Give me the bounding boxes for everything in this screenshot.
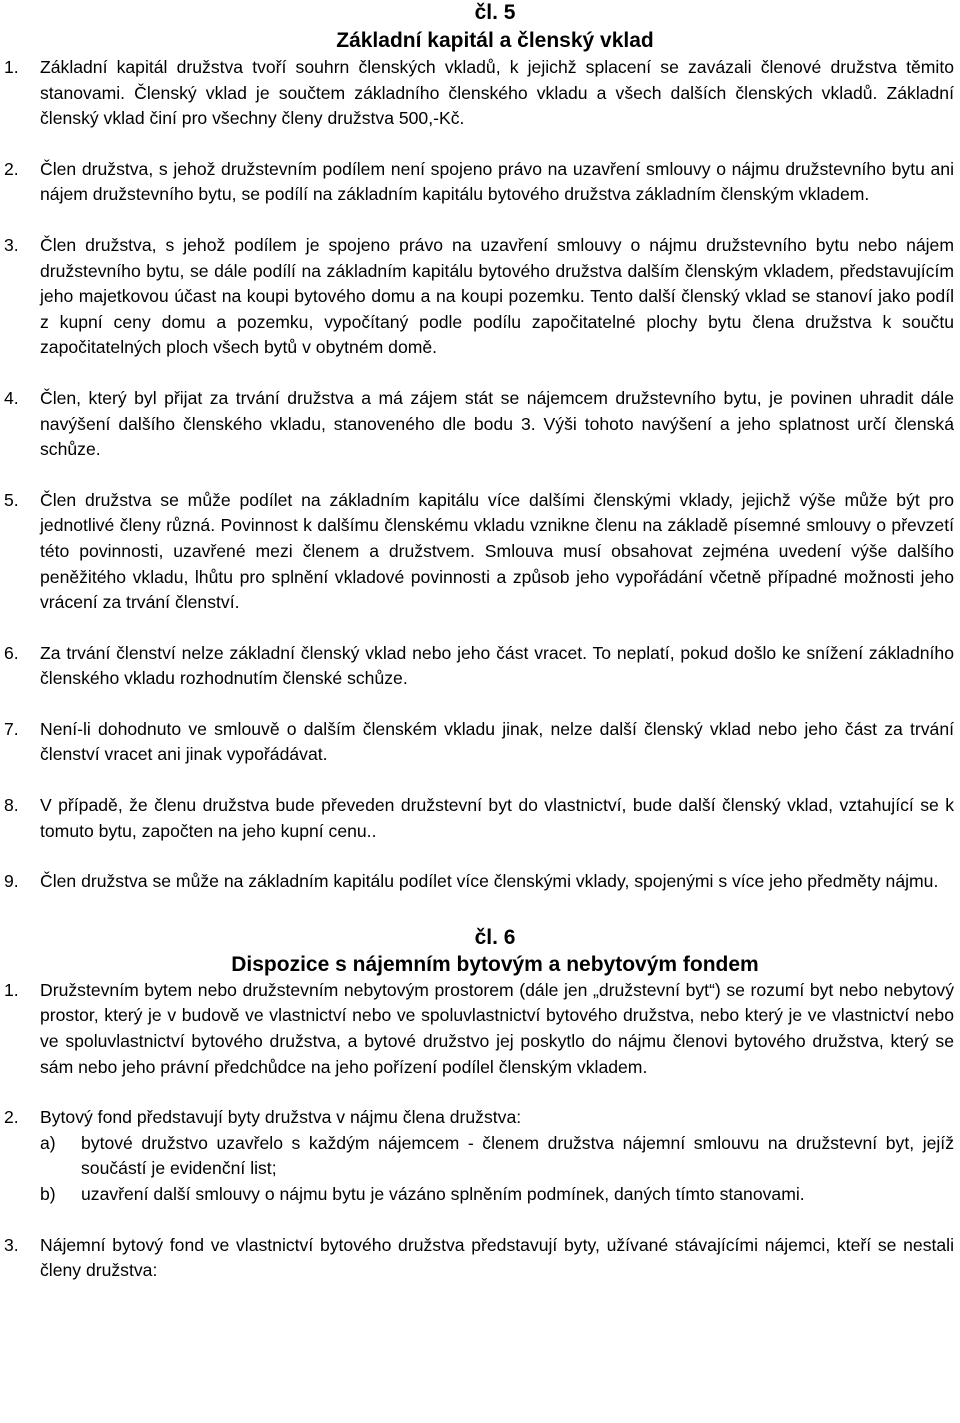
paragraph-6-2 bbox=[0, 1105, 960, 1131]
paragraph-5-8 bbox=[0, 793, 960, 844]
paragraph-5-5 bbox=[0, 488, 960, 616]
article-title: Základní kapitál a členský vklad bbox=[336, 29, 654, 52]
paragraph-text: Člen družstva se může podílet na základním kapitálu více dalšími členskými vklady, jejichž výše může být pro jednotlivé členy různá. Povinnost k dalšímu členskému vkladu vznikne členu na základě písemné smlouvy o převzetí této povinnosti, uzavřené mezi členem a družstvem. Smlouva musí obsahovat zejména uvedení výše dalšího peněžitého vkladu, lhůtu pro splnění vkladové povinnosti a způsob jeho vypořádání včetně případné možnosti jeho vrácení za trvání členství. bbox=[40, 489, 954, 613]
paragraph-5-9 bbox=[0, 869, 960, 895]
paragraph-number: 5. bbox=[4, 489, 19, 510]
paragraph-text: Nájemní bytový fond ve vlastnictví bytového družstva představují byty, užívané stávajícími nájemci, kteří se nestali členy družstva: bbox=[40, 1234, 954, 1281]
paragraph-text: Není-li dohodnuto ve smlouvě o dalším členském vkladu jinak, nelze další členský vklad nebo jeho část za trvání členství vracet ani jinak vypořádávat. bbox=[40, 718, 954, 765]
subitem-b bbox=[0, 1182, 960, 1208]
paragraph-5-2 bbox=[0, 157, 960, 208]
subitem-text: uzavření další smlouvy o nájmu bytu je vázáno splněním podmínek, daných tímto stanovami. bbox=[81, 1184, 805, 1204]
paragraph-number: 7. bbox=[4, 718, 19, 739]
paragraph-6-3 bbox=[0, 1233, 960, 1284]
paragraph-number: 3. bbox=[4, 234, 19, 255]
paragraph-text: Člen, který byl přijat za trvání družstva a má zájem stát se nájemcem družstevního bytu, je povinen uhradit dále navýšení dalšího členského vkladu, stanoveného dle bodu 3. Výši tohoto navýšení a jeho splatnost určí členská schůze. bbox=[40, 387, 954, 460]
paragraph-number: 3. bbox=[4, 1234, 19, 1255]
paragraph-number: 1. bbox=[4, 57, 19, 77]
paragraph-5-1 bbox=[0, 55, 960, 132]
subitem-label: a) bbox=[40, 1132, 56, 1153]
paragraph-text: Za trvání členství nelze základní členský vklad nebo jeho část vracet. To neplatí, pokud došlo ke snížení základního členského vkladu rozhodnutím členské schůze. bbox=[40, 642, 954, 689]
paragraph-number: 8. bbox=[4, 795, 19, 816]
paragraph-text: Člen družstva, s jehož družstevním podílem není spojeno právo na uzavření smlouvy o nájmu družstevního bytu ani nájem družstevního bytu, se podílí na základním kapitálu bytového družstva základním členským vkladem. bbox=[40, 158, 954, 205]
paragraph-number: 2. bbox=[4, 158, 19, 179]
subitem-text: bytové družstvo uzavřelo s každým nájemcem - členem družstva nájemní smlouvu na družstevní byt, jejíž součástí je evidenční list; bbox=[81, 1132, 954, 1179]
paragraph-text: Bytový fond představují byty družstva v nájmu člena družstva: bbox=[40, 1107, 522, 1128]
paragraph-text: Člen družstva, s jehož podílem je spojeno právo na uzavření smlouvy o nájmu družstevního bytu nebo nájem družstevního bytu, se dále podílí na základním kapitálu bytového družstva dalším členským vkladem, představujícím jeho majetkovou účast na koupi bytového domu a na koupi pozemku. Tento další členský vklad se stanoví jako podíl z kupní ceny domu a pozemku, vypočítaný podle podílu započitatelné plochy bytu člena družstva k součtu započitatelných ploch všech bytů v obytném domě. bbox=[40, 234, 954, 358]
paragraph-text: Člen družstva se může na základním kapitálu podílet více členskými vklady, spojenými s více jeho předměty nájmu. bbox=[40, 871, 939, 892]
paragraph-5-4 bbox=[0, 386, 960, 463]
paragraph-number: 9. bbox=[4, 871, 19, 892]
paragraph-number: 6. bbox=[4, 642, 19, 663]
paragraph-number: 4. bbox=[4, 387, 19, 408]
article-number: čl. 6 bbox=[474, 925, 516, 949]
paragraph-number: 1. bbox=[4, 979, 19, 1000]
paragraph-text: V případě, že členu družstva bude převeden družstevní byt do vlastnictví, bude další členský vklad, vztahující se k tomuto bytu, započten na jeho kupní cenu.. bbox=[40, 795, 954, 841]
article-6 bbox=[0, 925, 960, 1284]
paragraph-5-7 bbox=[0, 717, 960, 768]
paragraph-5-6 bbox=[0, 641, 960, 692]
paragraph-5-3 bbox=[0, 233, 960, 361]
subitem-label: b) bbox=[40, 1184, 56, 1204]
paragraph-text: Základní kapitál družstva tvoří souhrn členských vkladů, k jejichž splacení se zavázali členové družstva těmito stanovami. Členský vklad je součtem základního členského vkladu a všech dalších členských vkladů. Základní členský vklad činí pro všechny členy družstva 500,-Kč. bbox=[40, 57, 954, 129]
paragraph-6-1 bbox=[0, 978, 960, 1080]
paragraph-text: Družstevním bytem nebo družstevním nebytovým prostorem (dále jen „družstevní byt“) se rozumí byt nebo nebytový prostor, který je v budově ve vlastnictví nebo ve spoluvlastnictví bytového družstva, nebo který je ve vlastnictví nebo ve spoluvlastnictví bytového družstva, a bytové družstvo jej poskytlo do nájmu členovi bytového družstva, který se sám nebo jeho právní předchůdce na jeho pořízení podílel členským vkladem. bbox=[40, 979, 954, 1077]
article-title: Dispozice s nájemním bytovým a nebytovým fondem bbox=[231, 952, 759, 976]
article-number: čl. 5 bbox=[474, 1, 516, 24]
subitem-a bbox=[0, 1131, 960, 1182]
paragraph-number: 2. bbox=[4, 1107, 19, 1128]
